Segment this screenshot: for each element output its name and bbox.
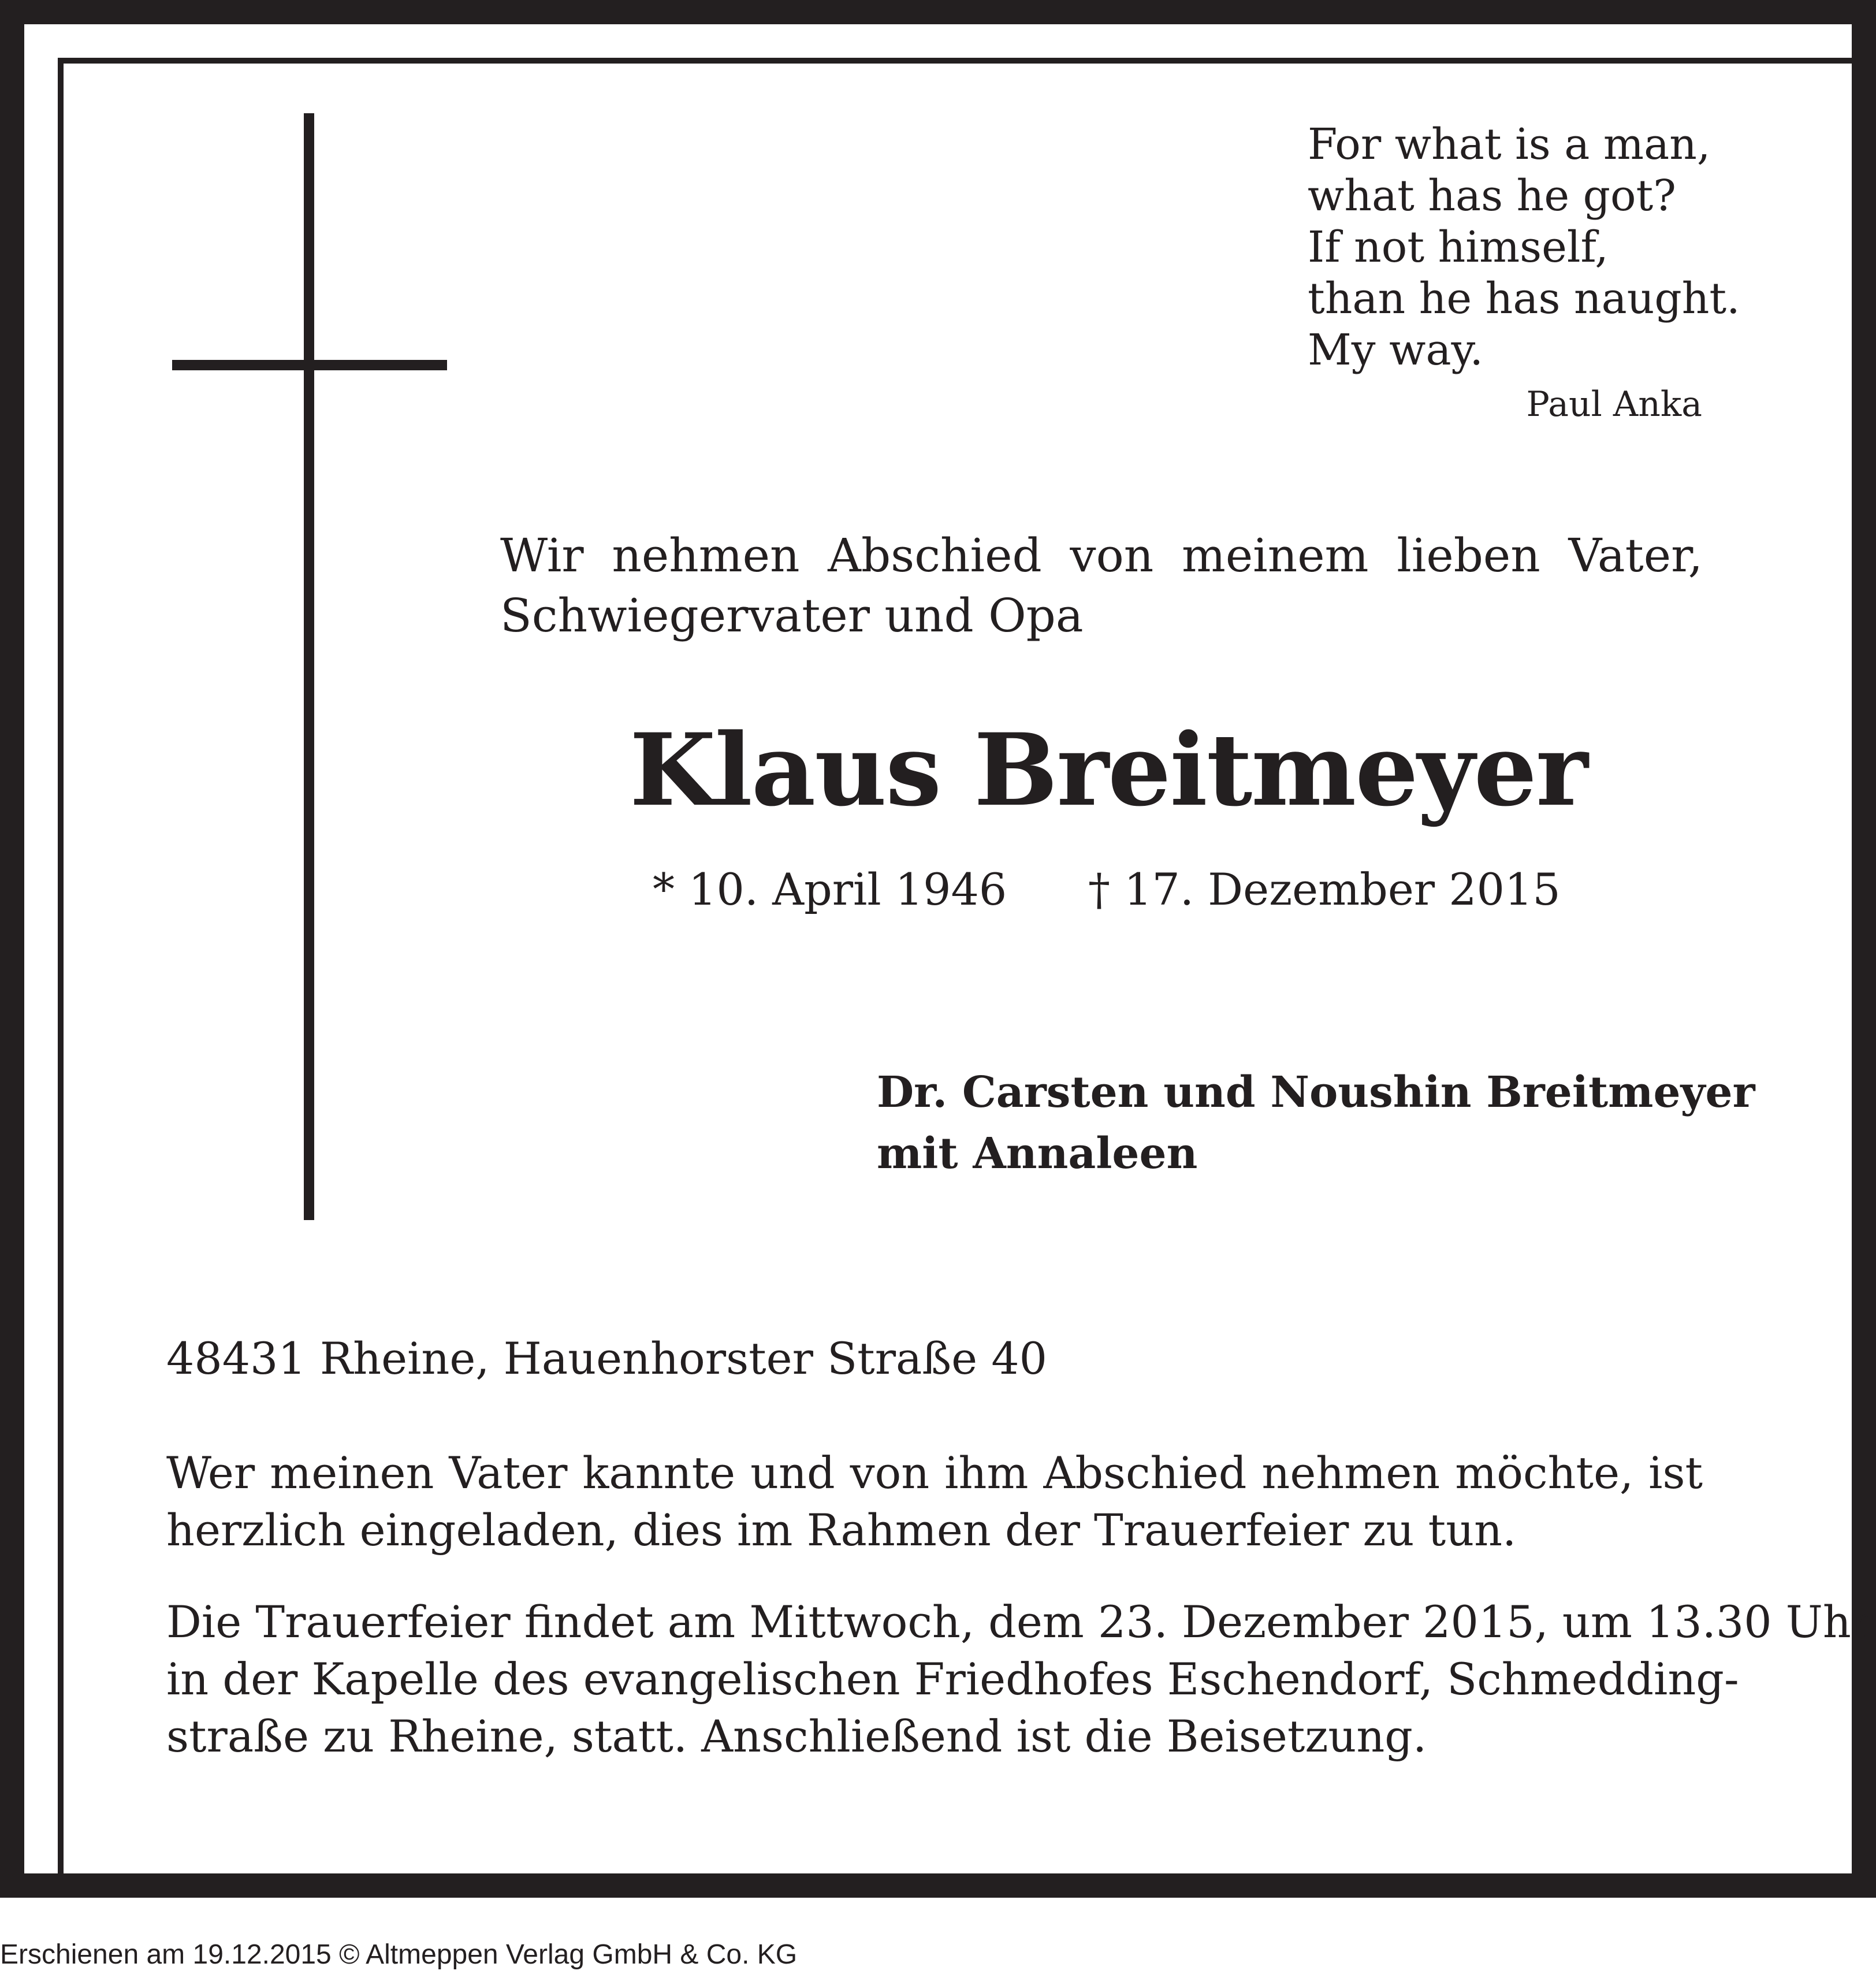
quote-line: what has he got? [1308,171,1676,221]
birth-date: * 10. April 1946 [653,864,1007,915]
quote-author: Paul Anka [1526,384,1702,425]
paragraph-line: in der Kapelle des evangelischen Friedhofes Eschendorf, Schmedding- [166,1653,1739,1705]
intro-text [500,526,1703,646]
paragraph-line: Die Trauerfeier findet am Mittwoch, dem 23. Dezember 2015, um 13.30 Uhr [166,1596,1873,1648]
cross-icon-vertical-bar [304,113,314,1220]
mourner-line: Dr. Carsten und Noushin Breitmeyer [877,1068,1755,1117]
ceremony-paragraph [166,1593,1873,1765]
quote-line: My way. [1308,325,1484,375]
paragraph-line: herzlich eingeladen, dies im Rahmen der Trauerfeier zu tun. [166,1504,1517,1556]
paragraph-line: straße zu Rheine, statt. Anschließend ist die Beisetzung. [166,1711,1427,1762]
paragraph-line: Wer meinen Vater kannte und von ihm Abschied nehmen möchte, ist [166,1447,1703,1499]
intro-line: Wir nehmen Abschied von meinem lieben Vater, [500,529,1703,582]
deceased-name: Klaus Breitmeyer [630,711,1587,828]
quote-line: For what is a man, [1308,120,1711,169]
death-date: † 17. Dezember 2015 [1088,864,1561,915]
address: 48431 Rheine, Hauenhorster Straße 40 [166,1333,1047,1384]
cross-icon-horizontal-bar [172,360,447,370]
mourners [877,1062,1755,1184]
quote-line: If not himself, [1308,222,1609,272]
mourner-line: mit Annaleen [877,1129,1198,1178]
invitation-paragraph [166,1444,1703,1559]
publication-footer: Erschienen am 19.12.2015 © Altmeppen Verlag GmbH & Co. KG [0,1939,798,1970]
quote [1308,119,1740,376]
intro-line: Schwiegervater und Opa [500,589,1084,642]
quote-line: than he has naught. [1308,274,1740,324]
